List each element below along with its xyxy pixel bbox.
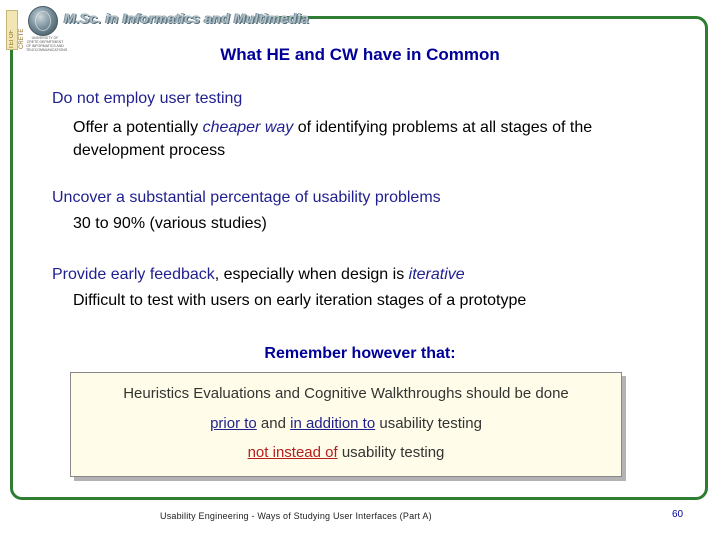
side-logo-text: TEI OF CRETE xyxy=(9,28,25,49)
point-3-main-mid: , especially when design is xyxy=(214,266,409,283)
point-2-main: Uncover a substantial percentage of usability problems xyxy=(52,189,441,206)
point-3-main-pre: Provide early feedback xyxy=(52,266,215,283)
box-line-3-end: usability testing xyxy=(337,444,445,461)
box-line-2-underline-1: prior to xyxy=(210,415,257,432)
box-line-2-mid: and xyxy=(256,415,291,432)
point-3-sub: Difficult to test with users on early iteration stages of a prototype xyxy=(73,292,527,309)
box-line-3-underline: not instead of xyxy=(247,444,338,461)
slide-title: What HE and CW have in Common xyxy=(220,45,500,64)
box-line-1: Heuristics Evaluations and Cognitive Walkthroughs should be done xyxy=(123,385,569,402)
remember-heading: Remember however that: xyxy=(264,345,456,362)
globe-logo-icon xyxy=(28,6,58,36)
point-1-sub xyxy=(73,116,673,162)
remember-box xyxy=(70,372,622,477)
side-logo xyxy=(6,10,25,50)
point-2-sub: 30 to 90% (various studies) xyxy=(73,215,267,232)
point-1-main: Do not employ user testing xyxy=(52,90,243,107)
box-line-2 xyxy=(71,415,621,432)
point-1-sub-pre: Offer a potentially xyxy=(73,119,203,136)
program-logo-title: M.Sc. in Informatics and Multimedia xyxy=(64,10,310,26)
university-text: UNIVERSITY OF CRETE DEPARTMENT OF INFORMATICS AND TELECOMMUNICATIONS xyxy=(26,36,68,52)
box-line-3 xyxy=(71,444,621,461)
box-line-2-underline-2: in addition to xyxy=(290,415,376,432)
point-3-main-emphasis: iterative xyxy=(408,266,465,283)
box-line-2-end: usability testing xyxy=(375,415,482,432)
point-1-sub-post: of identifying problems at all stages of the development process xyxy=(73,119,593,159)
point-1-sub-emphasis: cheaper way xyxy=(202,119,294,136)
page-number: 60 xyxy=(672,509,684,520)
point-3-main xyxy=(52,266,465,284)
footer-text: Usability Engineering - Ways of Studying User Interfaces (Part A) xyxy=(160,511,432,521)
